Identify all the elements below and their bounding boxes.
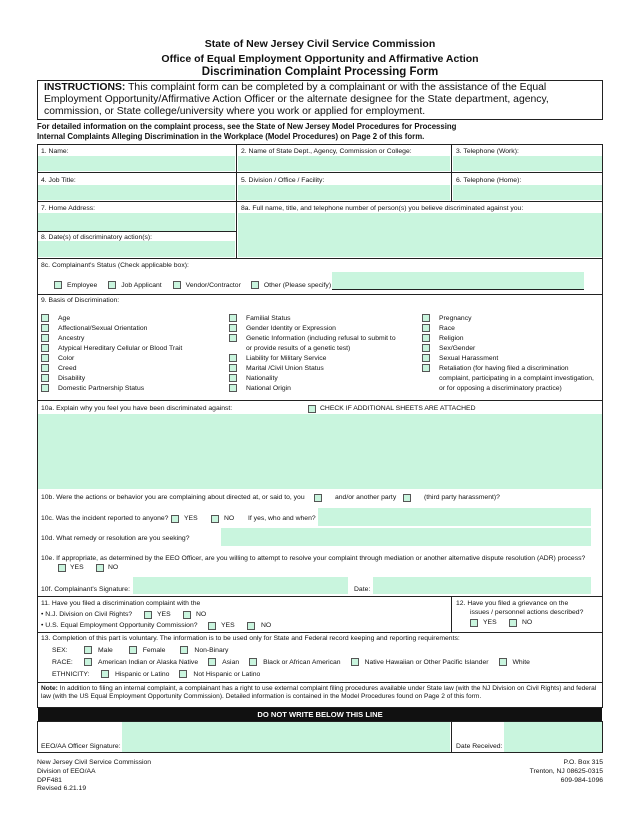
- sex-row: [52, 646, 228, 654]
- basis-item: National Origin: [246, 384, 291, 392]
- race-checkbox[interactable]: [422, 324, 430, 332]
- q12-yes-label: YES: [483, 619, 497, 626]
- q11-us-yes-checkbox[interactable]: [208, 622, 216, 630]
- form-title: Discrimination Complaint Processing Form: [201, 66, 439, 78]
- detail-note-line1: For detailed information on the complaint process, see the State of New Jersey Model Procedures for Processing: [37, 122, 457, 131]
- ethnicity-label: ETHNICITY:: [52, 670, 90, 678]
- sex-gender-checkbox[interactable]: [422, 344, 430, 352]
- race-row: [52, 658, 530, 666]
- hawaiian-checkbox[interactable]: [351, 658, 359, 666]
- q11-us-label: • U.S. Equal Employment Opportunity Commission?: [41, 622, 198, 629]
- national-origin-checkbox[interactable]: [229, 384, 237, 392]
- job-applicant-checkbox[interactable]: [108, 281, 116, 289]
- q10c-no-checkbox[interactable]: [211, 515, 219, 523]
- basis-item: Familial Status: [246, 314, 291, 322]
- divider: [37, 632, 603, 633]
- q10b-other-checkbox[interactable]: [403, 494, 411, 502]
- officer-signature-label: EEO/AA Officer Signature:: [41, 743, 121, 750]
- religion-checkbox[interactable]: [422, 334, 430, 342]
- q10b-end: (third party harassment)?: [424, 494, 500, 501]
- date-received-label: Date Received:: [456, 743, 503, 750]
- basis-column-3: [422, 313, 594, 393]
- pregnancy-checkbox[interactable]: [422, 314, 430, 322]
- basis-item: Domestic Partnership Status: [58, 384, 145, 392]
- basis-item: Religion: [439, 334, 464, 342]
- race-label: RACE:: [52, 658, 73, 666]
- race-option: Native Hawaiian or Other Pacific Islander: [364, 658, 489, 666]
- divider: [37, 682, 603, 683]
- footer-line: P.O. Box 315: [563, 759, 603, 766]
- basis-item: Sexual Harassment: [439, 354, 499, 362]
- q11-nj-label: • N.J. Division on Civil Rights?: [41, 611, 133, 618]
- footer-line: Trenton, NJ 08625-0315: [529, 767, 603, 775]
- race-option: Black or African American: [263, 658, 341, 666]
- q10c-who-label: If yes, who and when?: [248, 515, 316, 522]
- trait-checkbox[interactable]: [41, 344, 49, 352]
- tel-work-label: 3. Telephone (Work):: [456, 148, 519, 155]
- nonbinary-checkbox[interactable]: [180, 646, 188, 654]
- job-title-label: 4. Job Title:: [41, 177, 76, 184]
- q10c-yes-label: YES: [184, 515, 198, 522]
- basis-item: Gender Identity or Expression: [246, 324, 336, 332]
- basis-item: or provide results of a genetic test): [246, 344, 351, 352]
- q12-line1: 12. Have you filed a grievance on the: [456, 600, 569, 607]
- footer-line: DPF481: [37, 776, 62, 784]
- basis-item: Pregnancy: [439, 314, 472, 322]
- basis-item: Color: [58, 354, 75, 362]
- basis-item: Retaliation (for having filed a discrimination: [439, 364, 569, 372]
- q10d-label: 10d. What remedy or resolution are you seeking?: [41, 535, 190, 542]
- domestic-partnership-checkbox[interactable]: [41, 384, 49, 392]
- familial-checkbox[interactable]: [229, 314, 237, 322]
- officer-signature-field[interactable]: [122, 722, 450, 752]
- sex-label: SEX:: [52, 646, 68, 654]
- q10c-no-label: NO: [224, 515, 235, 522]
- ethnicity-row: [52, 670, 260, 678]
- q13-label: 13. Completion of this part is voluntary. The information is to be used only for State and Federal record keeping and reporting requirements:: [41, 635, 460, 642]
- q11-label: 11. Have you filed a discrimination complaint with the: [41, 600, 201, 607]
- footer-line: Revised 6.21.19: [37, 785, 87, 793]
- basis-item: complaint, participating in a complaint investigation,: [439, 374, 594, 382]
- note-body: In addition to filing an internal complaint, a complainant has a right to use external complaint filing procedures available under State law (with the NJ Division on Civil Rights) and federal law (with the US Equal Employment Opportunity Commission). Detailed information is contained in the Model Procedures found on Page 2 of this form.: [41, 685, 597, 701]
- q10d-field[interactable]: [221, 528, 591, 546]
- q10b-mid: and/or another party: [335, 494, 397, 501]
- creed-checkbox[interactable]: [41, 364, 49, 372]
- q10c-yes-checkbox[interactable]: [171, 515, 179, 523]
- dates-label: 8. Date(s) of discriminatory action(s):: [41, 234, 153, 241]
- footer-right: [530, 759, 603, 785]
- gender-identity-checkbox[interactable]: [229, 324, 237, 332]
- status-options: [54, 281, 331, 289]
- detail-note: [37, 122, 456, 141]
- divider: [37, 201, 603, 202]
- harassment-checkbox[interactable]: [422, 354, 430, 362]
- basis-item: Disability: [58, 374, 86, 382]
- q10a-field[interactable]: [38, 414, 602, 489]
- nationality-checkbox[interactable]: [229, 374, 237, 382]
- genetic-checkbox[interactable]: [229, 334, 237, 342]
- header-line1: State of New Jersey Civil Service Commission: [204, 38, 436, 50]
- ethnicity-option: Not Hispanic or Latino: [193, 670, 261, 678]
- divider: [37, 172, 603, 173]
- basis-item: or for opposing a discriminatory practice): [439, 384, 562, 392]
- basis-item: Liability for Military Service: [246, 354, 327, 362]
- race-option: Asian: [222, 658, 240, 666]
- q10b-label: 10b. Were the actions or behavior you are complaining about directed at, or said to, you: [41, 494, 305, 501]
- ethnicity-option: Hispanic or Latino: [115, 670, 170, 678]
- job-title-field[interactable]: [38, 185, 235, 200]
- instructions-label: INSTRUCTIONS:: [44, 82, 126, 93]
- footer-left: [37, 759, 151, 794]
- color-checkbox[interactable]: [41, 354, 49, 362]
- divider: [451, 144, 452, 202]
- divider: [37, 596, 603, 597]
- dept-field[interactable]: [238, 156, 450, 171]
- divider: [37, 400, 603, 401]
- additional-sheets-checkbox[interactable]: [308, 405, 316, 413]
- vendor-checkbox[interactable]: [173, 281, 181, 289]
- footer-line: 609-984-1096: [560, 776, 603, 784]
- signature-date-field[interactable]: [373, 577, 591, 594]
- q11-us-no-checkbox[interactable]: [247, 622, 255, 630]
- divider: [236, 144, 237, 258]
- ancestry-checkbox[interactable]: [41, 334, 49, 342]
- q11-nj-no-label: NO: [196, 611, 207, 618]
- q10c-who-field[interactable]: [318, 508, 591, 526]
- military-checkbox[interactable]: [229, 354, 237, 362]
- divider: [451, 596, 452, 632]
- additional-sheets-label: CHECK IF ADDITIONAL SHEETS ARE ATTACHED: [320, 405, 476, 412]
- note-text: [41, 685, 599, 701]
- q10b-you-checkbox[interactable]: [314, 494, 322, 502]
- asian-checkbox[interactable]: [208, 658, 216, 666]
- orientation-checkbox[interactable]: [41, 324, 49, 332]
- white-checkbox[interactable]: [499, 658, 507, 666]
- basis-item: Creed: [58, 364, 77, 372]
- race-option: American Indian or Alaska Native: [98, 658, 199, 666]
- date-received-field[interactable]: [504, 722, 602, 752]
- basis-item: Race: [439, 324, 455, 332]
- american-indian-checkbox[interactable]: [84, 658, 92, 666]
- q11-nj-yes-checkbox[interactable]: [144, 611, 152, 619]
- q10a-label: 10a. Explain why you feel you have been discriminated against:: [41, 405, 233, 412]
- q10e-yes-label: YES: [70, 564, 84, 571]
- divider: [37, 294, 603, 295]
- q11-us-no-label: NO: [261, 622, 272, 629]
- q12-no-label: NO: [522, 619, 533, 626]
- detail-note-line2: Internal Complaints Alleging Discrimination in the Workplace (Model Procedures) on Page 2 of this form.: [37, 131, 425, 141]
- persons-label: 8a. Full name, title, and telephone number of person(s) you believe discriminated against you:: [241, 205, 524, 212]
- basis-item: Ancestry: [58, 334, 85, 342]
- sex-option: Non-Binary: [194, 646, 229, 654]
- basis-item: Marital /Civil Union Status: [246, 364, 324, 372]
- header-line2: Office of Equal Employment Opportunity and Affirmative Action: [161, 53, 479, 65]
- job-applicant-label: Job Applicant: [121, 281, 162, 289]
- underline: [332, 289, 584, 290]
- division-field[interactable]: [238, 185, 450, 200]
- q10e-label: 10e. If appropriate, as determined by the EEO Officer, are you willing to attempt to resolve your complaint through mediation or another alternative dispute resolution (ADR) process?: [41, 555, 586, 562]
- persons-field[interactable]: [238, 213, 602, 257]
- sex-option: Male: [98, 646, 113, 654]
- basis-item: Affectional/Sexual Orientation: [58, 324, 148, 332]
- basis-item: Atypical Hereditary Cellular or Blood Trait: [58, 344, 183, 352]
- hispanic-checkbox[interactable]: [101, 670, 109, 678]
- q11-nj-no-checkbox[interactable]: [183, 611, 191, 619]
- female-checkbox[interactable]: [129, 646, 137, 654]
- dept-label: 2. Name of State Dept., Agency, Commission or College:: [241, 148, 412, 155]
- basis-label: 9. Basis of Discrimination:: [41, 297, 120, 304]
- status-label: 8c. Complainant's Status (Check applicable box):: [41, 262, 189, 269]
- retaliation-checkbox[interactable]: [422, 364, 430, 372]
- footer-line: Division of EEO/AA: [37, 767, 96, 775]
- instructions-box: [37, 80, 603, 120]
- note-label: Note:: [41, 685, 58, 692]
- employee-checkbox[interactable]: [54, 281, 62, 289]
- not-hispanic-checkbox[interactable]: [179, 670, 187, 678]
- basis-column-1: [41, 313, 182, 393]
- black-checkbox[interactable]: [249, 658, 257, 666]
- tel-home-field[interactable]: [453, 185, 602, 200]
- q12-line2: issues / personnel actions described?: [470, 609, 584, 616]
- basis-item: Nationality: [246, 374, 278, 382]
- divider: [451, 721, 452, 753]
- basis-column-2: [229, 313, 396, 393]
- name-label: 1. Name:: [41, 148, 69, 155]
- divider: [37, 258, 603, 259]
- q10e-no-checkbox[interactable]: [96, 564, 104, 572]
- sex-option: Female: [142, 646, 166, 654]
- basis-item: Genetic Information (including refusal to submit to: [246, 334, 396, 342]
- signature-field[interactable]: [133, 577, 348, 594]
- other-label: Other (Please specify): [263, 281, 332, 289]
- q10e-no-label: NO: [108, 564, 119, 571]
- other-specify-field[interactable]: [332, 272, 584, 289]
- office-use-banner: DO NOT WRITE BELOW THIS LINE: [38, 708, 602, 721]
- address-field[interactable]: [38, 213, 235, 231]
- q11-us-yes-label: YES: [221, 622, 235, 629]
- other-checkbox[interactable]: [251, 281, 259, 289]
- signature-label: 10f. Complainant's Signature:: [41, 586, 130, 593]
- q12-no-checkbox[interactable]: [509, 619, 517, 627]
- address-label: 7. Home Address:: [41, 205, 96, 212]
- signature-date-label: Date:: [354, 586, 371, 593]
- disability-checkbox[interactable]: [41, 374, 49, 382]
- tel-work-field[interactable]: [453, 156, 602, 171]
- q12-yes-checkbox[interactable]: [470, 619, 478, 627]
- age-checkbox[interactable]: [41, 314, 49, 322]
- male-checkbox[interactable]: [84, 646, 92, 654]
- division-label: 5. Division / Office / Facility:: [241, 177, 325, 184]
- dates-field[interactable]: [38, 241, 235, 257]
- vendor-label: Vendor/Contractor: [185, 281, 241, 289]
- q11-nj-yes-label: YES: [157, 611, 171, 618]
- basis-item: Sex/Gender: [439, 344, 476, 352]
- divider: [37, 231, 236, 232]
- q10c-label: 10c. Was the incident reported to anyone?: [41, 515, 169, 522]
- race-option: White: [512, 658, 530, 666]
- tel-home-label: 6. Telephone (Home):: [456, 177, 522, 184]
- marital-checkbox[interactable]: [229, 364, 237, 372]
- q10e-yes-checkbox[interactable]: [58, 564, 66, 572]
- employee-label: Employee: [67, 281, 98, 289]
- instructions-text: This complaint form can be completed by a complainant or with the assistance of the Equal Employment Opportunity/Affirmative Action Officer or the alternate designee for the State department, agency, commission, or State college/university where you work or applied for employment.: [44, 82, 549, 118]
- footer-line: New Jersey Civil Service Commission: [37, 759, 152, 766]
- basis-item: Age: [58, 314, 71, 322]
- name-field[interactable]: [38, 156, 235, 171]
